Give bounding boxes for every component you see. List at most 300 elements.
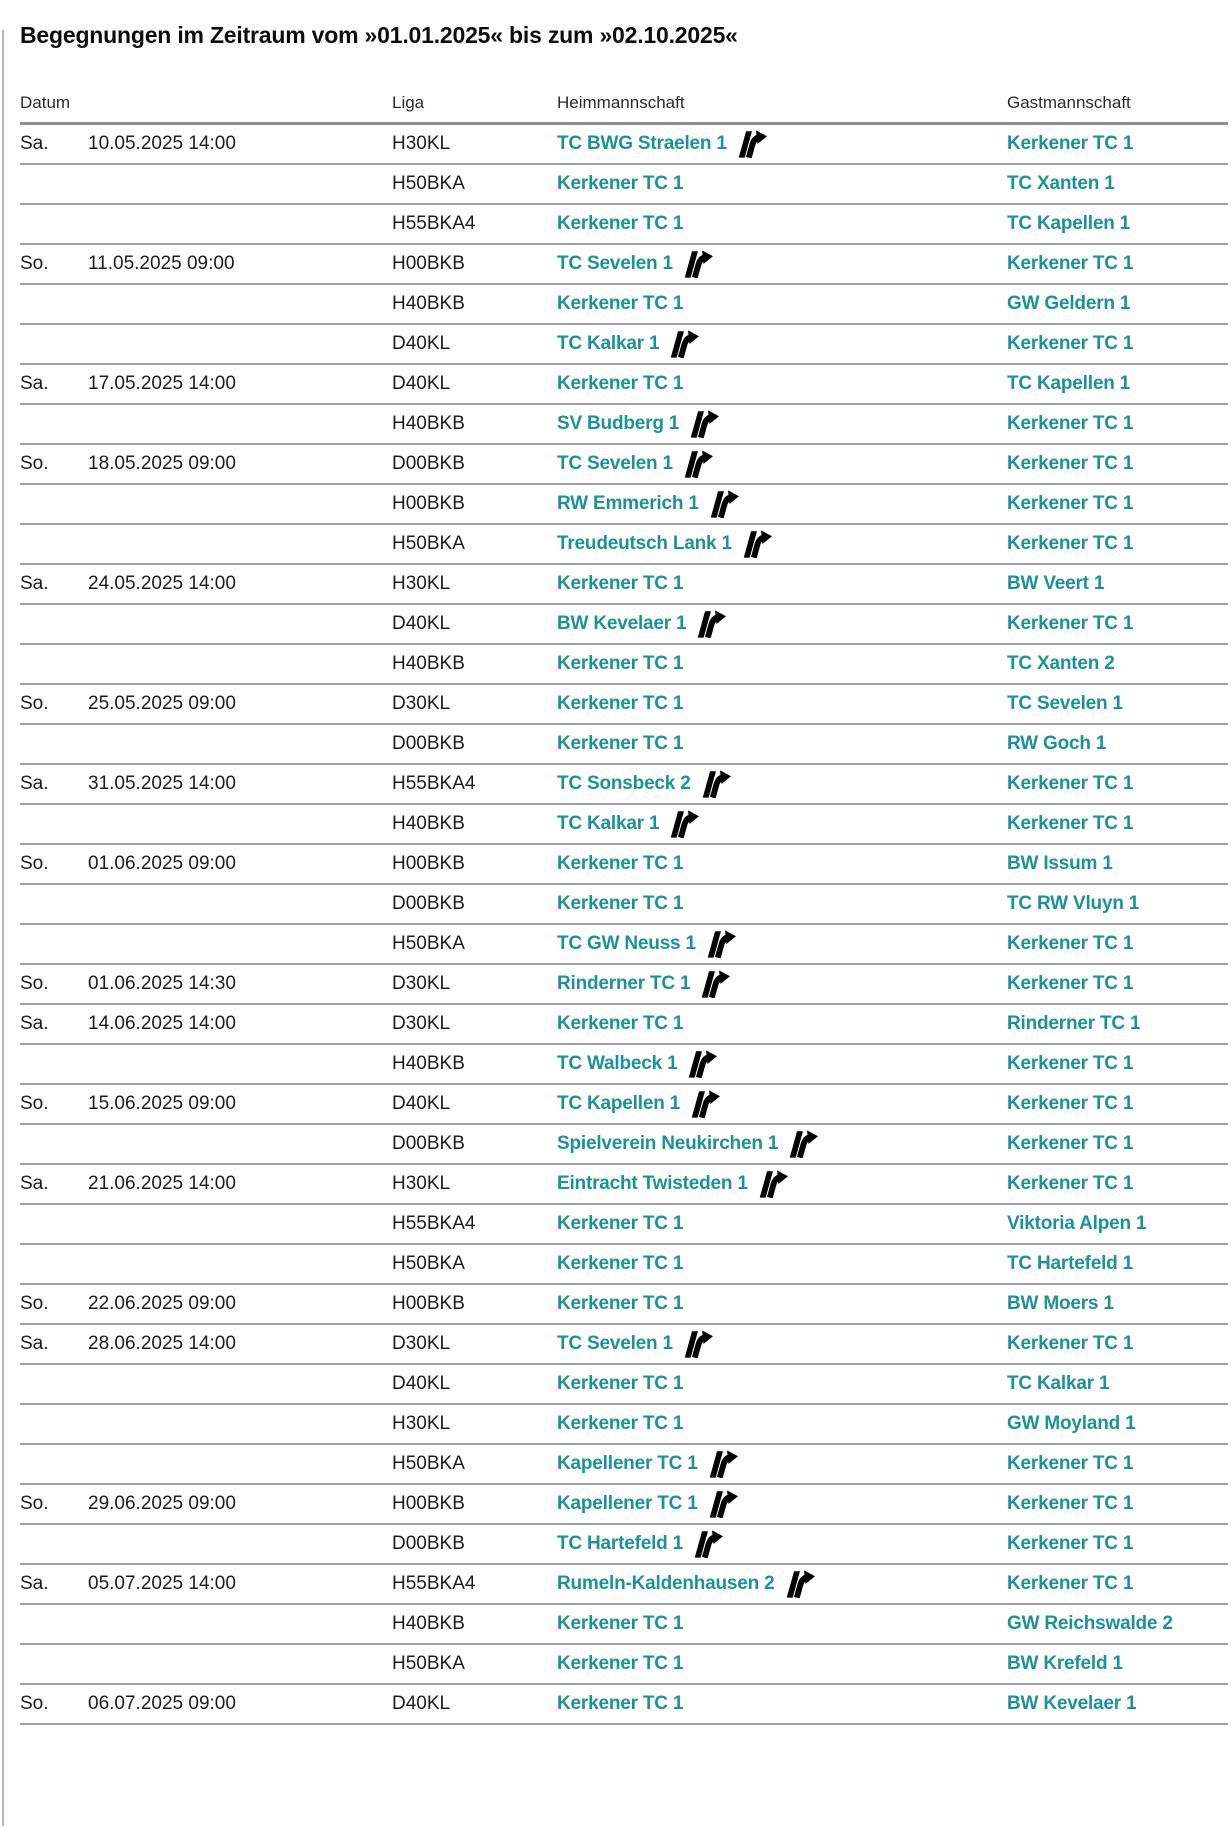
home-team-link[interactable]: Kapellener TC 1	[557, 1453, 698, 1474]
home-team-cell	[557, 1570, 1007, 1598]
guest-team-link[interactable]: Kerkener TC 1	[1007, 533, 1134, 554]
home-team-cell	[557, 1330, 1007, 1358]
home-team-cell	[557, 490, 1007, 518]
page-left-border	[2, 30, 4, 1826]
match-row	[20, 1205, 1228, 1245]
match-row	[20, 965, 1228, 1005]
route-icon[interactable]	[692, 1530, 723, 1558]
guest-team-link[interactable]: Kerkener TC 1	[1007, 1053, 1134, 1074]
home-team-cell	[557, 1170, 1007, 1198]
home-team-cell	[557, 250, 1007, 278]
guest-team-cell	[1007, 573, 1228, 595]
guest-team-link[interactable]: Kerkener TC 1	[1007, 613, 1134, 634]
home-team-link[interactable]: Kerkener TC 1	[557, 1253, 684, 1274]
match-row	[20, 285, 1228, 325]
home-team-cell	[557, 213, 1007, 235]
guest-team-cell	[1007, 293, 1228, 315]
guest-team-cell	[1007, 1053, 1228, 1075]
guest-team-cell	[1007, 613, 1228, 635]
match-league: D40KL	[392, 613, 451, 634]
guest-team-link[interactable]: Kerkener TC 1	[1007, 253, 1134, 274]
guest-team-link[interactable]: Kerkener TC 1	[1007, 133, 1134, 154]
home-team-link[interactable]: Kerkener TC 1	[557, 1373, 684, 1394]
match-league: D00BKB	[392, 1533, 465, 1554]
match-league: H00BKB	[392, 1293, 465, 1314]
guest-team-link[interactable]: GW Moyland 1	[1007, 1413, 1136, 1434]
guest-team-link[interactable]: Kerkener TC 1	[1007, 1533, 1134, 1554]
home-team-link[interactable]: TC Hartefeld 1	[557, 1533, 684, 1554]
guest-team-cell	[1007, 1093, 1228, 1115]
home-team-link[interactable]: Rumeln-Kaldenhausen 2	[557, 1573, 775, 1594]
home-team-cell	[557, 893, 1007, 915]
home-team-cell	[557, 770, 1007, 798]
guest-team-link[interactable]: BW Moers 1	[1007, 1293, 1114, 1314]
home-team-link[interactable]: Kerkener TC 1	[557, 1013, 684, 1034]
match-row	[20, 1005, 1228, 1045]
match-league: H30KL	[392, 133, 451, 154]
match-league: D00BKB	[392, 1133, 465, 1154]
home-team-cell	[557, 1293, 1007, 1315]
guest-team-cell	[1007, 693, 1228, 715]
match-row	[20, 565, 1228, 605]
guest-team-cell	[1007, 1253, 1228, 1275]
home-team-link[interactable]: TC BWG Straelen 1	[557, 133, 727, 154]
home-team-cell	[557, 330, 1007, 358]
match-league: D40KL	[392, 1093, 451, 1114]
guest-team-link[interactable]: BW Krefeld 1	[1007, 1653, 1123, 1674]
guest-team-link[interactable]: Kerkener TC 1	[1007, 773, 1134, 794]
match-league: H50BKA	[392, 1653, 465, 1674]
guest-team-link[interactable]: TC Kapellen 1	[1007, 213, 1131, 234]
guest-team-link[interactable]: TC RW Vluyn 1	[1007, 893, 1140, 914]
home-team-link[interactable]: TC Sevelen 1	[557, 1333, 673, 1354]
guest-team-link[interactable]: TC Kalkar 1	[1007, 1373, 1110, 1394]
home-team-link[interactable]: Kerkener TC 1	[557, 733, 684, 754]
home-team-link[interactable]: Kerkener TC 1	[557, 1613, 684, 1634]
match-datetime: 31.05.2025 14:00	[88, 773, 236, 794]
guest-team-link[interactable]: Kerkener TC 1	[1007, 1573, 1134, 1594]
match-row	[20, 605, 1228, 645]
home-team-cell	[557, 450, 1007, 478]
match-row	[20, 1485, 1228, 1525]
home-team-cell	[557, 373, 1007, 395]
match-day: Sa.	[20, 1333, 49, 1354]
home-team-cell	[557, 1253, 1007, 1275]
route-icon[interactable]	[682, 1330, 713, 1358]
guest-team-cell	[1007, 333, 1228, 355]
home-team-link[interactable]: TC Kalkar 1	[557, 813, 660, 834]
route-icon[interactable]	[682, 250, 713, 278]
match-datetime: 15.06.2025 09:00	[88, 1093, 236, 1114]
match-row	[20, 1045, 1228, 1085]
home-team-link[interactable]: TC Walbeck 1	[557, 1053, 678, 1074]
home-team-cell	[557, 733, 1007, 755]
home-team-link[interactable]: TC Sevelen 1	[557, 253, 673, 274]
home-team-link[interactable]: Kerkener TC 1	[557, 853, 684, 874]
schedule-page	[0, 22, 1228, 1725]
route-icon[interactable]	[705, 930, 736, 958]
route-icon[interactable]	[736, 130, 767, 158]
home-team-link[interactable]: Eintracht Twisteden 1	[557, 1173, 748, 1194]
home-team-cell	[557, 173, 1007, 195]
home-team-link[interactable]: Kerkener TC 1	[557, 1213, 684, 1234]
route-icon[interactable]	[682, 450, 713, 478]
match-row	[20, 805, 1228, 845]
home-team-link[interactable]: Kerkener TC 1	[557, 1413, 684, 1434]
match-row	[20, 925, 1228, 965]
match-day: So.	[20, 1293, 49, 1314]
table-body	[20, 125, 1228, 1725]
match-row	[20, 1085, 1228, 1125]
match-league: H40BKB	[392, 1053, 465, 1074]
guest-team-link[interactable]: TC Sevelen 1	[1007, 693, 1123, 714]
match-league: H40BKB	[392, 653, 465, 674]
match-league: H40BKB	[392, 413, 465, 434]
match-row	[20, 445, 1228, 485]
match-row	[20, 1165, 1228, 1205]
guest-team-link[interactable]: Kerkener TC 1	[1007, 1133, 1134, 1154]
home-team-link[interactable]: Spielverein Neukirchen 1	[557, 1133, 779, 1154]
route-icon[interactable]	[688, 410, 719, 438]
match-day: Sa.	[20, 573, 49, 594]
column-header-liga: Liga	[392, 93, 425, 112]
match-league: H50BKA	[392, 533, 465, 554]
guest-team-cell	[1007, 733, 1228, 755]
guest-team-link[interactable]: Kerkener TC 1	[1007, 813, 1134, 834]
home-team-cell	[557, 1693, 1007, 1715]
home-team-cell	[557, 1490, 1007, 1518]
home-team-link[interactable]: TC Kalkar 1	[557, 333, 660, 354]
match-league: H30KL	[392, 1413, 451, 1434]
guest-team-cell	[1007, 1653, 1228, 1675]
match-day: So.	[20, 1493, 49, 1514]
route-icon[interactable]	[708, 490, 739, 518]
guest-team-cell	[1007, 1133, 1228, 1155]
match-day: Sa.	[20, 1013, 49, 1034]
home-team-link[interactable]: BW Kevelaer 1	[557, 613, 687, 634]
guest-team-cell	[1007, 133, 1228, 155]
route-icon[interactable]	[695, 610, 726, 638]
guest-team-cell	[1007, 253, 1228, 275]
match-row	[20, 205, 1228, 245]
match-league: D30KL	[392, 1333, 451, 1354]
home-team-cell	[557, 573, 1007, 595]
home-team-link[interactable]: Kerkener TC 1	[557, 1653, 684, 1674]
match-row	[20, 1365, 1228, 1405]
home-team-cell	[557, 1450, 1007, 1478]
match-league: H40BKB	[392, 293, 465, 314]
guest-team-link[interactable]: BW Kevelaer 1	[1007, 1693, 1137, 1714]
match-day: So.	[20, 1693, 49, 1714]
match-datetime: 24.05.2025 14:00	[88, 573, 236, 594]
home-team-link[interactable]: Kerkener TC 1	[557, 1293, 684, 1314]
match-day: Sa.	[20, 773, 49, 794]
match-row	[20, 685, 1228, 725]
guest-team-cell	[1007, 1213, 1228, 1235]
match-datetime: 06.07.2025 09:00	[88, 1693, 236, 1714]
guest-team-link[interactable]: Kerkener TC 1	[1007, 413, 1134, 434]
guest-team-cell	[1007, 413, 1228, 435]
home-team-link[interactable]: TC GW Neuss 1	[557, 933, 696, 954]
home-team-cell	[557, 1213, 1007, 1235]
guest-team-link[interactable]: Kerkener TC 1	[1007, 1453, 1134, 1474]
home-team-cell	[557, 1050, 1007, 1078]
home-team-link[interactable]: TC Sonsbeck 2	[557, 773, 691, 794]
route-icon[interactable]	[707, 1490, 738, 1518]
guest-team-link[interactable]: Rinderner TC 1	[1007, 1013, 1141, 1034]
home-team-link[interactable]: Kerkener TC 1	[557, 653, 684, 674]
match-league: D40KL	[392, 1693, 451, 1714]
match-row	[20, 1685, 1228, 1725]
route-icon[interactable]	[668, 330, 699, 358]
guest-team-link[interactable]: Kerkener TC 1	[1007, 933, 1134, 954]
route-icon[interactable]	[700, 770, 731, 798]
match-league: H55BKA4	[392, 1213, 476, 1234]
match-datetime: 21.06.2025 14:00	[88, 1173, 236, 1194]
match-league: H30KL	[392, 573, 451, 594]
match-league: D00BKB	[392, 893, 465, 914]
guest-team-cell	[1007, 533, 1228, 555]
route-icon[interactable]	[686, 1050, 717, 1078]
guest-team-link[interactable]: Kerkener TC 1	[1007, 453, 1134, 474]
guest-team-cell	[1007, 1373, 1228, 1395]
match-league: D30KL	[392, 693, 451, 714]
match-datetime: 18.05.2025 09:00	[88, 453, 236, 474]
match-row	[20, 1525, 1228, 1565]
home-team-link[interactable]: Kapellener TC 1	[557, 1493, 698, 1514]
guest-team-link[interactable]: BW Issum 1	[1007, 853, 1113, 874]
route-icon[interactable]	[707, 1450, 738, 1478]
match-row	[20, 325, 1228, 365]
matches-table	[20, 93, 1228, 1725]
match-row	[20, 1245, 1228, 1285]
home-team-cell	[557, 1090, 1007, 1118]
home-team-cell	[557, 653, 1007, 675]
match-row	[20, 405, 1228, 445]
match-datetime: 05.07.2025 14:00	[88, 1573, 236, 1594]
match-row	[20, 645, 1228, 685]
guest-team-link[interactable]: TC Kapellen 1	[1007, 373, 1131, 394]
route-icon[interactable]	[741, 530, 772, 558]
home-team-cell	[557, 693, 1007, 715]
match-league: D40KL	[392, 1373, 451, 1394]
table-header-row	[20, 93, 1228, 125]
match-datetime: 28.06.2025 14:00	[88, 1333, 236, 1354]
match-day: Sa.	[20, 373, 49, 394]
home-team-cell	[557, 970, 1007, 998]
guest-team-link[interactable]: Kerkener TC 1	[1007, 1093, 1134, 1114]
match-league: H50BKA	[392, 1453, 465, 1474]
match-league: H55BKA4	[392, 773, 476, 794]
match-league: H50BKA	[392, 1253, 465, 1274]
home-team-cell	[557, 1413, 1007, 1435]
home-team-cell	[557, 410, 1007, 438]
guest-team-cell	[1007, 1493, 1228, 1515]
match-row	[20, 765, 1228, 805]
guest-team-cell	[1007, 893, 1228, 915]
guest-team-link[interactable]: BW Veert 1	[1007, 573, 1105, 594]
home-team-cell	[557, 1013, 1007, 1035]
home-team-link[interactable]: SV Budberg 1	[557, 413, 680, 434]
guest-team-link[interactable]: RW Goch 1	[1007, 733, 1107, 754]
match-league: H40BKB	[392, 813, 465, 834]
match-league: H50BKA	[392, 173, 465, 194]
guest-team-cell	[1007, 493, 1228, 515]
match-datetime: 10.05.2025 14:00	[88, 133, 236, 154]
home-team-link[interactable]: Treudeutsch Lank 1	[557, 533, 732, 554]
guest-team-cell	[1007, 1173, 1228, 1195]
home-team-cell	[557, 1530, 1007, 1558]
home-team-link[interactable]: Kerkener TC 1	[557, 893, 684, 914]
guest-team-link[interactable]: TC Xanten 1	[1007, 173, 1115, 194]
guest-team-link[interactable]: GW Reichswalde 2	[1007, 1613, 1173, 1634]
guest-team-cell	[1007, 653, 1228, 675]
home-team-cell	[557, 1653, 1007, 1675]
guest-team-link[interactable]: Viktoria Alpen 1	[1007, 1213, 1147, 1234]
column-header-datum: Datum	[20, 93, 71, 112]
home-team-link[interactable]: Kerkener TC 1	[557, 293, 684, 314]
match-league: H30KL	[392, 1173, 451, 1194]
home-team-link[interactable]: RW Emmerich 1	[557, 493, 699, 514]
home-team-cell	[557, 1613, 1007, 1635]
guest-team-link[interactable]: Kerkener TC 1	[1007, 973, 1134, 994]
match-day: So.	[20, 453, 49, 474]
guest-team-cell	[1007, 173, 1228, 195]
guest-team-cell	[1007, 853, 1228, 875]
home-team-link[interactable]: Kerkener TC 1	[557, 573, 684, 594]
match-row	[20, 1565, 1228, 1605]
match-datetime: 25.05.2025 09:00	[88, 693, 236, 714]
guest-team-cell	[1007, 213, 1228, 235]
route-icon[interactable]	[784, 1570, 815, 1598]
home-team-cell	[557, 1373, 1007, 1395]
guest-team-cell	[1007, 1293, 1228, 1315]
guest-team-cell	[1007, 1573, 1228, 1595]
match-league: H00BKB	[392, 1493, 465, 1514]
match-day: Sa.	[20, 133, 49, 154]
home-team-cell	[557, 930, 1007, 958]
guest-team-link[interactable]: Kerkener TC 1	[1007, 1333, 1134, 1354]
match-row	[20, 885, 1228, 925]
match-day: Sa.	[20, 1573, 49, 1594]
match-row	[20, 725, 1228, 765]
match-datetime: 17.05.2025 14:00	[88, 373, 236, 394]
match-day: So.	[20, 1093, 49, 1114]
match-row	[20, 1445, 1228, 1485]
match-row	[20, 1325, 1228, 1365]
match-league: H55BKA4	[392, 213, 476, 234]
match-datetime: 14.06.2025 14:00	[88, 1013, 236, 1034]
route-icon[interactable]	[699, 970, 730, 998]
guest-team-link[interactable]: GW Geldern 1	[1007, 293, 1131, 314]
match-day: So.	[20, 693, 49, 714]
guest-team-link[interactable]: Kerkener TC 1	[1007, 1173, 1134, 1194]
route-icon[interactable]	[689, 1090, 720, 1118]
match-row	[20, 525, 1228, 565]
home-team-link[interactable]: Kerkener TC 1	[557, 213, 684, 234]
home-team-link[interactable]: Rinderner TC 1	[557, 973, 691, 994]
match-league: D00BKB	[392, 733, 465, 754]
match-datetime: 01.06.2025 14:30	[88, 973, 236, 994]
guest-team-link[interactable]: Kerkener TC 1	[1007, 1493, 1134, 1514]
home-team-link[interactable]: TC Kapellen 1	[557, 1093, 681, 1114]
guest-team-cell	[1007, 1613, 1228, 1635]
match-league: H40BKB	[392, 1613, 465, 1634]
match-row	[20, 1285, 1228, 1325]
match-datetime: 22.06.2025 09:00	[88, 1293, 236, 1314]
match-row	[20, 485, 1228, 525]
match-datetime: 01.06.2025 09:00	[88, 853, 236, 874]
guest-team-link[interactable]: Kerkener TC 1	[1007, 333, 1134, 354]
match-league: H00BKB	[392, 493, 465, 514]
guest-team-cell	[1007, 933, 1228, 955]
guest-team-cell	[1007, 973, 1228, 995]
home-team-cell	[557, 1130, 1007, 1158]
match-league: D40KL	[392, 333, 451, 354]
guest-team-cell	[1007, 453, 1228, 475]
match-row	[20, 245, 1228, 285]
match-row	[20, 1125, 1228, 1165]
guest-team-cell	[1007, 1333, 1228, 1355]
column-header-gastmannschaft: Gastmannschaft	[1007, 93, 1131, 112]
match-league: H55BKA4	[392, 1573, 476, 1594]
guest-team-cell	[1007, 1413, 1228, 1435]
guest-team-link[interactable]: TC Xanten 2	[1007, 653, 1115, 674]
home-team-cell	[557, 810, 1007, 838]
home-team-link[interactable]: Kerkener TC 1	[557, 373, 684, 394]
match-row	[20, 165, 1228, 205]
match-league: H00BKB	[392, 853, 465, 874]
match-datetime: 29.06.2025 09:00	[88, 1493, 236, 1514]
match-datetime: 11.05.2025 09:00	[88, 253, 235, 274]
home-team-cell	[557, 853, 1007, 875]
home-team-cell	[557, 293, 1007, 315]
match-league: D30KL	[392, 973, 451, 994]
column-header-heimmannschaft: Heimmannschaft	[557, 93, 685, 112]
match-day: So.	[20, 253, 49, 274]
guest-team-cell	[1007, 1453, 1228, 1475]
match-row	[20, 365, 1228, 405]
match-league: H50BKA	[392, 933, 465, 954]
home-team-link[interactable]: Kerkener TC 1	[557, 693, 684, 714]
home-team-cell	[557, 130, 1007, 158]
page-title: Begegnungen im Zeitraum vom »01.01.2025« bis zum »02.10.2025«	[20, 22, 738, 48]
guest-team-link[interactable]: TC Hartefeld 1	[1007, 1253, 1134, 1274]
route-icon[interactable]	[757, 1170, 788, 1198]
match-row	[20, 1605, 1228, 1645]
match-league: D40KL	[392, 373, 451, 394]
home-team-cell	[557, 530, 1007, 558]
home-team-link[interactable]: Kerkener TC 1	[557, 173, 684, 194]
match-league: D30KL	[392, 1013, 451, 1034]
home-team-link[interactable]: Kerkener TC 1	[557, 1693, 684, 1714]
guest-team-cell	[1007, 1693, 1228, 1715]
guest-team-cell	[1007, 773, 1228, 795]
match-day: Sa.	[20, 1173, 49, 1194]
guest-team-cell	[1007, 1533, 1228, 1555]
guest-team-cell	[1007, 373, 1228, 395]
guest-team-cell	[1007, 1013, 1228, 1035]
match-row	[20, 1645, 1228, 1685]
match-league: D00BKB	[392, 453, 465, 474]
guest-team-link[interactable]: Kerkener TC 1	[1007, 493, 1134, 514]
route-icon[interactable]	[787, 1130, 818, 1158]
match-day: So.	[20, 973, 49, 994]
match-day: So.	[20, 853, 49, 874]
match-row	[20, 125, 1228, 165]
home-team-link[interactable]: TC Sevelen 1	[557, 453, 673, 474]
route-icon[interactable]	[668, 810, 699, 838]
